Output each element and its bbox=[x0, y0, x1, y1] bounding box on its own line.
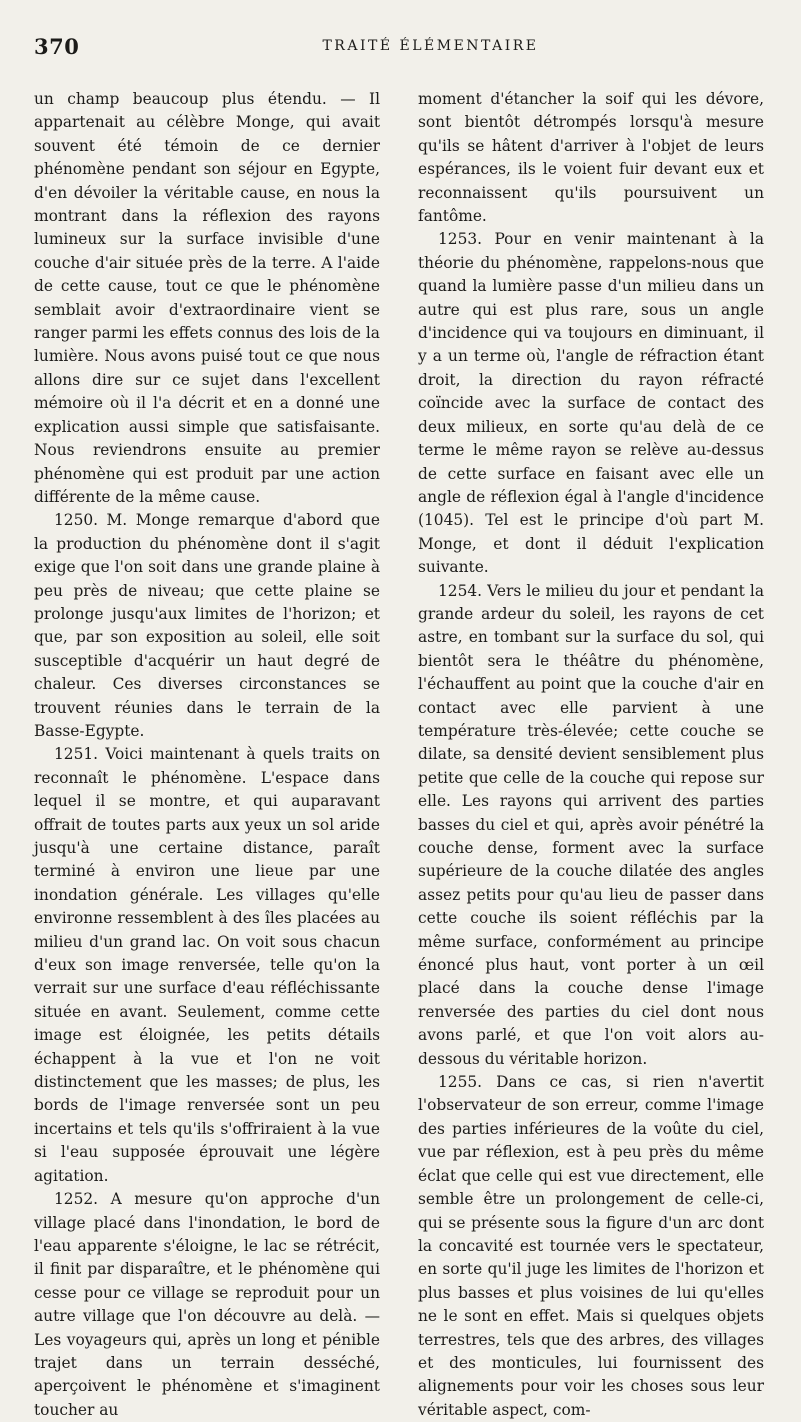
paragraph-1251: 1251. Voici maintenant à quels traits on reconnaît le phénomène. L'espace dans lequel il se montre, et qui auparavant offrait de toutes parts aux yeux un sol aride jusqu'à une certaine distance, paraît terminé à environ une lieue par une inondation générale. Les villages qu'elle environne ressemblent à des îles placées au milieu d'un grand lac. On voit sous chacun d'eux son image renversée, telle qu'on la verrait sur une surface d'eau réfléchissante située en avant. Seulement, comme cette image est éloignée, les petits détails échappent à la vue et l'on ne voit distinctement que les masses; de plus, les bords de l'image renversée sont un peu incertains et tels qu'ils s'offriraient à la vue si l'eau supposée éprouvait une légère agitation. bbox=[34, 745, 380, 1185]
page-header bbox=[30, 34, 771, 64]
paragraph-1255: 1255. Dans ce cas, si rien n'avertit l'observateur de son erreur, comme l'image des parties inférieures de la voûte du ciel, vue par réflexion, est à peu près du même éclat que celle qui est vue directement, elle semble être un prolongement de celle-ci, qui se présente sous la figure d'un arc dont la concavité est tournée vers le spectateur, en sorte qu'il juge les limites de l'horizon et plus basses et plus voisines de lui qu'elles ne le sont en effet. Mais si quelques objets terrestres, tels que des arbres, des villages et des monticules, lui fournissent des alignements pour voir les choses sous leur véritable aspect, com- bbox=[418, 1073, 764, 1419]
right-column bbox=[418, 88, 764, 1422]
paragraph-1254: 1254. Vers le milieu du jour et pendant la grande ardeur du soleil, les rayons de cet astre, en tombant sur la surface du sol, qui bientôt sera le théâtre du phénomène, l'échauffent au point que la couche d'air en contact avec elle parvient à une température très-élevée; cette couche se dilate, sa densité devient sensiblement plus petite que celle de la couche qui repose sur elle. Les rayons qui arrivent des parties basses du ciel et qui, après avoir pénétré la couche dense, forment avec la surface supérieure de la couche dilatée des angles assez petits pour qu'au lieu de passer dans cette couche ils soient réfléchis par la même surface, conformément au principe énoncé plus haut, vont porter à un œil placé dans la couche dense l'image renversée des parties du ciel dont nous avons parlé, et que l'on voit alors au-dessous du véritable horizon. bbox=[418, 581, 764, 1068]
page-number: 370 bbox=[34, 34, 80, 59]
left-column bbox=[34, 88, 380, 1422]
paragraph-1253: 1253. Pour en venir maintenant à la théorie du phénomène, rappelons-nous que quand la lumière passe d'un milieu dans un autre qui est plus rare, sous un angle d'incidence qui va toujours en diminuant, il y a un terme où, l'angle de réfraction étant droit, la direction du rayon réfracté coïncide avec la surface de contact des deux milieux, en sorte qu'au delà de ce terme le même rayon se relève au-dessus de cette surface en faisant avec elle un angle de réflexion égal à l'angle d'incidence (1045). Tel est le principe d'où part M. Monge, et dont il déduit l'explication suivante. bbox=[418, 230, 764, 577]
paragraph-continued: un champ beaucoup plus étendu. — Il appartenait au célèbre Monge, qui avait souvent été témoin de ce dernier phénomène pendant son séjour en Egypte, d'en dévoiler la véritable cause, en nous la montrant dans la réflexion des rayons lumineux sur la surface invisible d'une couche d'air située près de la terre. A l'aide de cette cause, tout ce que le phénomène semblait avoir d'extraordinaire vient se ranger parmi les effets connus des lois de la lumière. Nous avons puisé tout ce que nous allons dire sur ce sujet dans l'excellent mémoire où il l'a décrit et en a donné une explication aussi simple que satisfaisante. Nous reviendrons ensuite au premier phénomène qui est produit par une action différente de la même cause. bbox=[34, 90, 380, 506]
paragraph-1252: 1252. A mesure qu'on approche d'un village placé dans l'inondation, le bord de l'eau apparente s'éloigne, le lac se rétrécit, il finit par disparaître, et le phénomène qui cesse pour ce village se reproduit pour un autre village que l'on découvre au delà. — Les voyageurs qui, après un long et pénible trajet dans un terrain desséché, aperçoivent le phénomène et s'imaginent toucher au bbox=[34, 1190, 380, 1419]
paragraph-1250: 1250. M. Monge remarque d'abord que la production du phénomène dont il s'agit exige que l'on soit dans une grande plaine à peu près de niveau; que cette plaine se prolonge jusqu'aux limites de l'horizon; et que, par son exposition au soleil, elle soit susceptible d'acquérir un haut degré de chaleur. Ces diverses circonstances se trouvent réunies dans le terrain de la Basse-Egypte. bbox=[34, 511, 380, 740]
running-title: TRAITÉ ÉLÉMENTAIRE bbox=[322, 38, 539, 54]
paragraph-continued: moment d'étancher la soif qui les dévore, sont bientôt détrompés lorsqu'à mesure qu'ils se hâtent d'arriver à l'objet de leurs espérances, ils le voient fuir devant eux et reconnaissent qu'ils poursuivent un fantôme. bbox=[418, 90, 764, 226]
